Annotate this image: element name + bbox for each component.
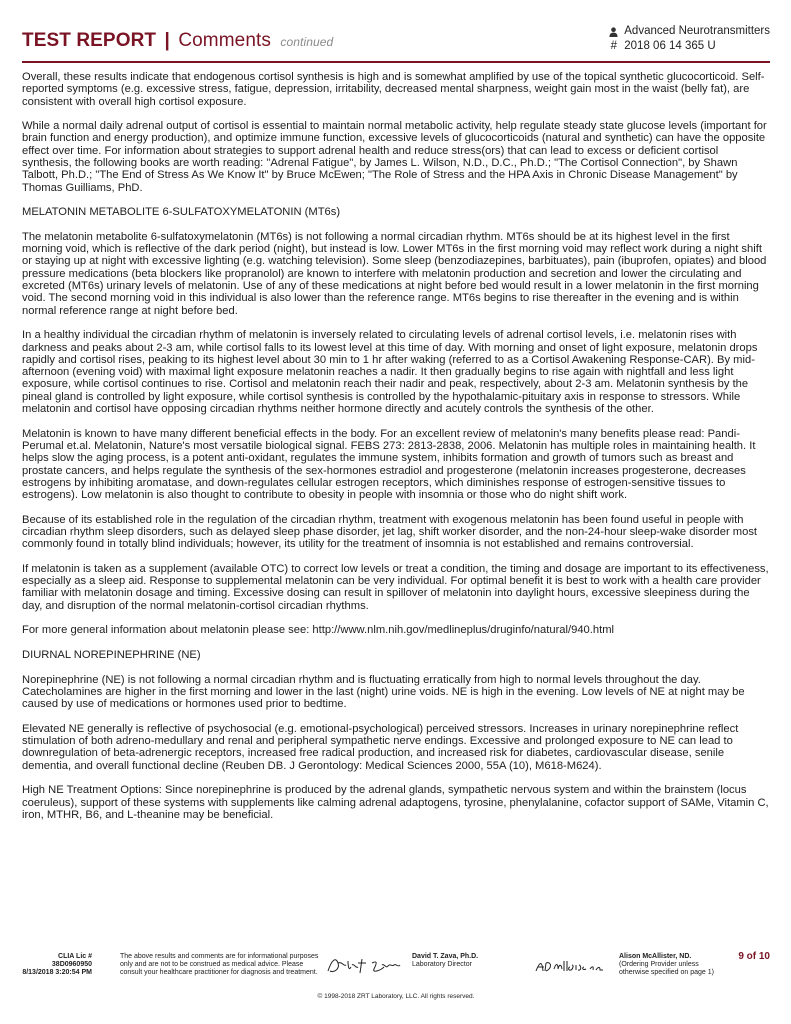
paragraph-melatonin-supplement: If melatonin is taken as a supplement (available OTC) to correct low levels or treat a condition, the timing and dosage are important to its effectiveness, especially as a sleep aid. Response to supplemental melatonin can be very individual. For optimal benefit it is best to work with a health care provider familiar with melatonin dosage and timing. Excessive dosing can result in spillover of melatonin into daylight hours, excessive sleepiness during the day, and disruption of the normal melatonin-cortisol circadian rhythms. [22,562,769,612]
paragraph-cortisol-summary: Overall, these results indicate that endogenous cortisol synthesis is high and is somewhat amplified by use of the topical synthetic glucocorticoid. Self-reported symptoms (e.g. excessive stress, fatigue, depression, irritability, decreased mental sharpness, weight gain most in the waist (belly fat), are consistent with overall high cortisol exposure. [22,71,765,108]
laboratory-director [412,953,512,969]
doctor2-name: Alison McAllister, ND. [619,953,692,960]
report-header [22,22,770,58]
report-footer [22,953,770,1013]
patient-info [609,24,770,54]
ordering-provider [619,953,719,978]
page-number: 9 of 10 [738,951,770,962]
title-continued: continued [280,35,334,49]
patient-name-row [609,24,770,39]
paragraph-ne-rhythm: Norepinephrine (NE) is not following a normal circadian rhythm and is fluctuating erratically from high to normal levels throughout the day. Catecholamines are higher in the first morning and lower in the last (night) urine voids. NE is high in the evening. Low levels of NE at night may be caused by use of medications or hormones used prior to bedtime. [22,673,745,711]
title-sub: Comments [178,30,271,51]
report-comments [22,71,770,833]
signature-mcallister [532,955,612,977]
paragraph-ne-elevated: Elevated NE generally is reflective of psychosocial (e.g. emotional-psychological) perceived stressors. Increases in urinary norepinephrine reflect stimulation of both adreno-medullary and renal and peripheral sympathetic nerve endings. Excessive and prolonged exposure to NE can lead to downregulation of beta-adrenergic receptors, increased free radical production, and increased risk for diabetes, cardiovascular disease, senile dementia, and overall functional decline (Reuben DB. J Gerontology: Medical Sciences 2000, 55A (10), M618-M624). [22,722,739,772]
section-heading-melatonin: MELATONIN METABOLITE 6-SULFATOXYMELATONIN (MT6s) [22,206,341,219]
doctor1-title: Laboratory Director [412,961,472,969]
patient-name: Advanced Neurotransmitters [624,25,770,37]
doctor2-note: (Ordering Provider unless otherwise specified on page 1) [619,961,714,977]
title-main: TEST REPORT [22,30,157,51]
paragraph-melatonin-link: For more general information about melatonin please see: http://www.nlm.nih.gov/medlineplus/druginfo/natural/940.html [22,624,615,637]
doctor1-name: David T. Zava, Ph.D. [412,953,479,960]
clia-license: CLIA Lic # 38D0960950 [51,953,92,969]
report-title [22,30,333,52]
paragraph-melatonin-treatment: Because of its established role in the regulation of the circadian rhythm, treatment with exogenous melatonin has been found useful in people with circadian rhythm sleep disorders, such as delayed sleep phase disorder, jet lag, shift worker disorder, and the non-24-hour sleep-wake disorder most commonly found in totally blind individuals; however, its utility for the treatment of insomnia is not established and remains controversial. [22,513,758,551]
paragraph-mt6s-rhythm: The melatonin metabolite 6-sulfatoxymelatonin (MT6s) is not following a normal circadian rhythm. MT6s should be at its highest level in the first morning void, which is reflective of the dark period (night), but instead is low. Lower MT6s in the first morning void may reflect work during a night shift or staying up at night with excessive lighting (e.g. watching television). Some sleep (benzodiazepines, barbituates), pain (ibuprofen, opiates) and blood pressure medications (beta blockers like propranolol) are known to interfere with melatonin production and secretion and lower the circulating and excreted (MT6s) urinary levels of melatonin. Use of any of these medications at night before bed would result in a lower melatonin in the first morning void. The second morning void in this individual is also lower than the reference range. MT6s begins to rise thereafter in the evening and is within normal reference range at night before bed. [22,230,767,317]
disclaimer: The above results and comments are for informational purposes only and are not to be construed as medical advice. Please consult your healthcare practitioner for diagnosis and treatment. [120,953,319,977]
paragraph-melatonin-benefits: Melatonin is known to have many different beneficial effects in the body. For an excellent review of melatonin's many benefits please read: Pandi-Perumal et.al. Melatonin, Nature's most versatile biological signal. FEBS 273: 2813-2838, 2006. Melatonin has multiple roles in maintaining health. It helps slow the aging process, is a potent anti-oxidant, regulates the immune system, inhibits formation and growth of tumors such as breast and prostate cancers, and helps regulate the synthesis of the sex-hormones estradiol and progesterone (melatonin increases progesterone, decreases estrogens by inhibiting aromatase, and down-regulates cellular estrogen receptors, which diminishes response of estrogen-sensitive tissues to estrogens). Low melatonin is also thought to contribute to obesity in people with insomnia or those who do night shift work. [22,427,756,502]
header-divider [22,61,770,63]
report-id-row [609,39,770,54]
title-separator: | [164,30,170,51]
signature-zava [322,953,412,977]
paragraph-ne-treatment: High NE Treatment Options: Since norepinephrine is produced by the adrenal glands, sympathetic nervous system and within the brainstem (locus coeruleus), support of these systems with supplements like calming adrenal adaptogens, tyrosine, phenylalanine, cofactor support of SAMe, Vitamin C, iron, MTHR, B6, and L-theanine may be beneficial. [22,784,769,821]
clia-info [22,953,92,978]
person-icon [609,27,618,37]
paragraph-cortisol-resources: While a normal daily adrenal output of cortisol is essential to maintain normal metabolic activity, help regulate steady state glucose levels (important for brain function and energy production), and optimize immune function, excessive levels of glucocorticoids (natural and synthetic) can have the opposite effect over time. For information about strategies to support adrenal health and reduce stress(ors) that can lead to excess or deficient cortisol synthesis, the following books are worth reading: "Adrenal Fatigue", by James L. Wilson, N.D., D.C., Ph.D.; "The Cortisol Connection", by Shawn Talbott, Ph.D.; "The End of Stress As We Know It" by Bruce McEwen; "The Role of Stress and the HPA Axis in Chronic Disease Management" by Thomas Guilliams, PhD. [22,120,767,194]
section-heading-norepinephrine: DIURNAL NOREPINEPHRINE (NE) [22,648,201,661]
hash-symbol: # [610,40,617,52]
paragraph-melatonin-cortisol: In a healthy individual the circadian rhythm of melatonin is inversely related to circulating levels of adrenal cortisol levels, i.e. melatonin rises with darkness and peaks about 2-3 am, while cortisol falls to its lowest level at this time of day. With morning and onset of light exposure, melatonin drops rapidly and cortisol rises, peaking to its highest level about 30 min to 1 hr after waking (referred to as a Cortisol Awakening Response-CAR). By mid-afternoon (evening void) with maximal light exposure melatonin reaches a nadir. It then gradually begins to rise again with nightfall and less light exposure, while cortisol continues to rise. Cortisol and melatonin reach their nadir and peak, respectively, about 2-3 am. Melatonin synthesis by the pineal gland is controlled by light exposure, while cortisol synthesis is controlled by the hypothalamic-pituitary axis in response to stressors. While melatonin and cortisol have opposing circadian rhythms neither hormone directly and acutely controls the synthesis of the other. [22,329,758,416]
copyright: © 1998-2018 ZRT Laboratory, LLC. All rights reserved. [317,993,475,1000]
report-timestamp: 8/13/2018 3:20:54 PM [22,969,92,977]
report-id: 2018 06 14 365 U [624,40,716,52]
